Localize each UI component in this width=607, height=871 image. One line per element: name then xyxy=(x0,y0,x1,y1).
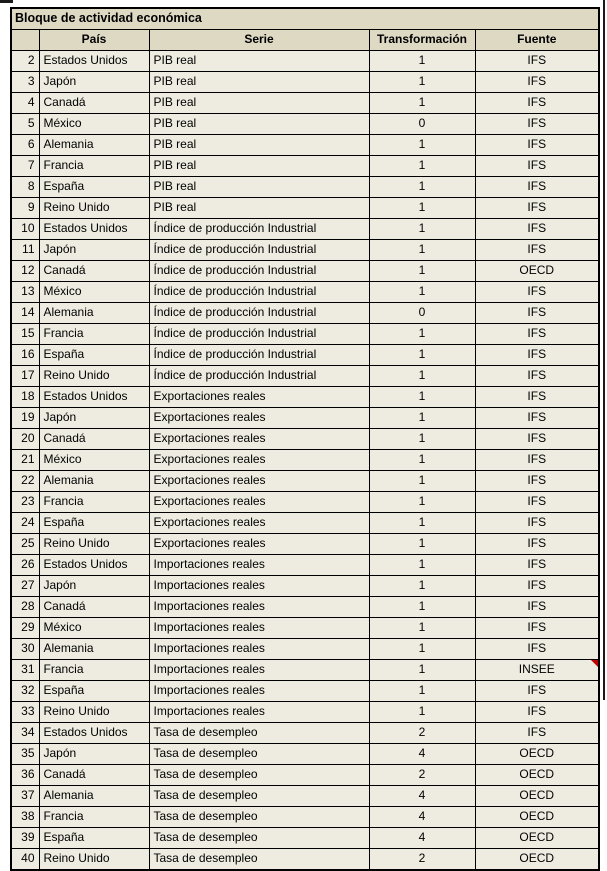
table-row xyxy=(11,303,599,324)
cell-pais: Japón xyxy=(39,240,149,261)
cell-rownum: 9 xyxy=(11,198,39,219)
cell-transformacion: 1 xyxy=(369,660,475,681)
table-row xyxy=(11,660,599,681)
table-row xyxy=(11,177,599,198)
table-row xyxy=(11,576,599,597)
cell-rownum: 19 xyxy=(11,408,39,429)
cell-fuente: IFS xyxy=(475,156,599,177)
cell-pais: Alemania xyxy=(39,303,149,324)
cell-fuente: IFS xyxy=(475,387,599,408)
cell-rownum: 30 xyxy=(11,639,39,660)
cell-transformacion: 1 xyxy=(369,618,475,639)
table-title: Bloque de actividad económica xyxy=(11,8,599,30)
cell-serie: Importaciones reales xyxy=(149,618,369,639)
table-row xyxy=(11,513,599,534)
cell-transformacion: 1 xyxy=(369,177,475,198)
cell-serie: PIB real xyxy=(149,156,369,177)
table-row xyxy=(11,681,599,702)
cell-rownum: 35 xyxy=(11,744,39,765)
cell-rownum: 25 xyxy=(11,534,39,555)
cell-serie: Índice de producción Industrial xyxy=(149,240,369,261)
cell-rownum: 24 xyxy=(11,513,39,534)
cell-fuente: IFS xyxy=(475,513,599,534)
cell-pais: Estados Unidos xyxy=(39,555,149,576)
cell-rownum: 14 xyxy=(11,303,39,324)
cell-serie: PIB real xyxy=(149,72,369,93)
cell-fuente: IFS xyxy=(475,471,599,492)
cell-pais: España xyxy=(39,681,149,702)
cell-transformacion: 1 xyxy=(369,219,475,240)
cell-rownum: 2 xyxy=(11,51,39,72)
cell-pais: Francia xyxy=(39,660,149,681)
cell-transformacion: 2 xyxy=(369,849,475,871)
cell-fuente: IFS xyxy=(475,93,599,114)
cell-pais: Japón xyxy=(39,72,149,93)
cell-pais: Canadá xyxy=(39,597,149,618)
cell-transformacion: 1 xyxy=(369,681,475,702)
table-row xyxy=(11,786,599,807)
cell-serie: Importaciones reales xyxy=(149,660,369,681)
cell-transformacion: 2 xyxy=(369,723,475,744)
cell-fuente: OECD xyxy=(475,828,599,849)
table-row xyxy=(11,723,599,744)
cell-transformacion: 1 xyxy=(369,366,475,387)
cell-transformacion: 1 xyxy=(369,282,475,303)
cell-transformacion: 0 xyxy=(369,303,475,324)
cell-fuente: IFS xyxy=(475,282,599,303)
table-row xyxy=(11,555,599,576)
cell-pais: Alemania xyxy=(39,135,149,156)
cell-pais: Reino Unido xyxy=(39,702,149,723)
cell-pais: Canadá xyxy=(39,93,149,114)
cell-pais: Estados Unidos xyxy=(39,51,149,72)
cell-rownum: 11 xyxy=(11,240,39,261)
cell-pais: España xyxy=(39,345,149,366)
cell-serie: PIB real xyxy=(149,177,369,198)
table-row xyxy=(11,114,599,135)
scan-corner-artifact xyxy=(0,0,13,3)
cell-pais: México xyxy=(39,114,149,135)
cell-serie: Exportaciones reales xyxy=(149,513,369,534)
cell-pais: Canadá xyxy=(39,261,149,282)
cell-fuente: IFS xyxy=(475,177,599,198)
cell-transformacion: 0 xyxy=(369,114,475,135)
cell-transformacion: 2 xyxy=(369,765,475,786)
table-row xyxy=(11,765,599,786)
table-row xyxy=(11,156,599,177)
cell-fuente: OECD xyxy=(475,807,599,828)
cell-serie: Exportaciones reales xyxy=(149,408,369,429)
cell-rownum: 17 xyxy=(11,366,39,387)
cell-pais: Japón xyxy=(39,576,149,597)
cell-transformacion: 1 xyxy=(369,198,475,219)
table-row xyxy=(11,807,599,828)
cell-serie: Exportaciones reales xyxy=(149,492,369,513)
cell-fuente: OECD xyxy=(475,744,599,765)
cell-transformacion: 1 xyxy=(369,534,475,555)
cell-fuente: IFS xyxy=(475,366,599,387)
cell-pais: Japón xyxy=(39,744,149,765)
cell-rownum: 6 xyxy=(11,135,39,156)
cell-fuente: IFS xyxy=(475,240,599,261)
cell-rownum: 5 xyxy=(11,114,39,135)
cell-pais: Reino Unido xyxy=(39,849,149,871)
col-header-pais: País xyxy=(39,30,149,51)
cell-fuente: IFS xyxy=(475,114,599,135)
cell-transformacion: 1 xyxy=(369,324,475,345)
cell-rownum: 38 xyxy=(11,807,39,828)
cell-rownum: 21 xyxy=(11,450,39,471)
table-row xyxy=(11,219,599,240)
cell-rownum: 39 xyxy=(11,828,39,849)
cell-rownum: 13 xyxy=(11,282,39,303)
cell-transformacion: 1 xyxy=(369,387,475,408)
cell-transformacion: 4 xyxy=(369,828,475,849)
cell-rownum: 18 xyxy=(11,387,39,408)
cell-transformacion: 1 xyxy=(369,450,475,471)
cell-fuente: IFS xyxy=(475,639,599,660)
cell-transformacion: 1 xyxy=(369,156,475,177)
cell-pais: Estados Unidos xyxy=(39,219,149,240)
cell-rownum: 31 xyxy=(11,660,39,681)
cell-serie: Tasa de desempleo xyxy=(149,807,369,828)
table-row xyxy=(11,618,599,639)
comment-marker-icon xyxy=(591,660,598,667)
cell-serie: Tasa de desempleo xyxy=(149,849,369,871)
cell-pais: Japón xyxy=(39,408,149,429)
cell-serie: Índice de producción Industrial xyxy=(149,345,369,366)
cell-pais: Estados Unidos xyxy=(39,723,149,744)
cell-transformacion: 1 xyxy=(369,345,475,366)
cell-rownum: 22 xyxy=(11,471,39,492)
cell-pais: España xyxy=(39,828,149,849)
cell-transformacion: 1 xyxy=(369,135,475,156)
cell-serie: Importaciones reales xyxy=(149,597,369,618)
cell-fuente: IFS xyxy=(475,492,599,513)
cell-transformacion: 1 xyxy=(369,408,475,429)
cell-serie: Tasa de desempleo xyxy=(149,828,369,849)
cell-pais: Canadá xyxy=(39,765,149,786)
cell-rownum: 15 xyxy=(11,324,39,345)
table-row xyxy=(11,471,599,492)
cell-serie: Importaciones reales xyxy=(149,702,369,723)
cell-pais: España xyxy=(39,513,149,534)
col-header-transformacion: Transformación xyxy=(369,30,475,51)
cell-fuente: IFS xyxy=(475,576,599,597)
cell-serie: Exportaciones reales xyxy=(149,534,369,555)
table-title-row xyxy=(11,8,599,30)
cell-fuente: IFS xyxy=(475,51,599,72)
cell-fuente: IFS xyxy=(475,198,599,219)
col-header-rownum xyxy=(11,30,39,51)
column-header-row xyxy=(11,30,599,51)
cell-pais: España xyxy=(39,177,149,198)
table-row xyxy=(11,135,599,156)
cell-rownum: 10 xyxy=(11,219,39,240)
table-row xyxy=(11,93,599,114)
cell-rownum: 16 xyxy=(11,345,39,366)
cell-serie: Exportaciones reales xyxy=(149,429,369,450)
cell-fuente: OECD xyxy=(475,786,599,807)
cell-serie: Importaciones reales xyxy=(149,639,369,660)
cell-rownum: 32 xyxy=(11,681,39,702)
cell-transformacion: 1 xyxy=(369,492,475,513)
cell-transformacion: 1 xyxy=(369,51,475,72)
cell-serie: Índice de producción Industrial xyxy=(149,324,369,345)
table-row xyxy=(11,261,599,282)
cell-fuente: OECD xyxy=(475,261,599,282)
col-header-serie: Serie xyxy=(149,30,369,51)
cell-serie: Índice de producción Industrial xyxy=(149,366,369,387)
cell-fuente: IFS xyxy=(475,135,599,156)
cell-pais: Estados Unidos xyxy=(39,387,149,408)
cell-pais: Alemania xyxy=(39,471,149,492)
table-header xyxy=(11,8,599,51)
table-row xyxy=(11,240,599,261)
cell-serie: Índice de producción Industrial xyxy=(149,219,369,240)
cell-serie: PIB real xyxy=(149,114,369,135)
cell-transformacion: 1 xyxy=(369,597,475,618)
cell-rownum: 26 xyxy=(11,555,39,576)
table-row xyxy=(11,849,599,871)
cell-rownum: 8 xyxy=(11,177,39,198)
cell-transformacion: 1 xyxy=(369,72,475,93)
cell-transformacion: 1 xyxy=(369,240,475,261)
cell-transformacion: 1 xyxy=(369,429,475,450)
cell-transformacion: 4 xyxy=(369,786,475,807)
table-body xyxy=(11,51,599,871)
cell-rownum: 29 xyxy=(11,618,39,639)
cell-pais: Francia xyxy=(39,324,149,345)
cell-transformacion: 1 xyxy=(369,471,475,492)
table-row xyxy=(11,597,599,618)
cell-fuente: IFS xyxy=(475,681,599,702)
cell-fuente: IFS xyxy=(475,555,599,576)
table-row xyxy=(11,366,599,387)
table-row xyxy=(11,408,599,429)
scan-edge-artifact xyxy=(603,0,605,700)
table-row xyxy=(11,387,599,408)
cell-transformacion: 1 xyxy=(369,93,475,114)
cell-serie: PIB real xyxy=(149,93,369,114)
cell-serie: Tasa de desempleo xyxy=(149,723,369,744)
cell-pais: Alemania xyxy=(39,786,149,807)
cell-fuente: IFS xyxy=(475,702,599,723)
cell-serie: Tasa de desempleo xyxy=(149,765,369,786)
cell-fuente: IFS xyxy=(475,324,599,345)
cell-transformacion: 1 xyxy=(369,639,475,660)
cell-serie: Importaciones reales xyxy=(149,576,369,597)
cell-fuente: IFS xyxy=(475,303,599,324)
cell-pais: México xyxy=(39,282,149,303)
cell-pais: México xyxy=(39,618,149,639)
cell-pais: Reino Unido xyxy=(39,198,149,219)
cell-fuente: IFS xyxy=(475,429,599,450)
cell-rownum: 27 xyxy=(11,576,39,597)
cell-rownum: 36 xyxy=(11,765,39,786)
table-row xyxy=(11,198,599,219)
cell-serie: Índice de producción Industrial xyxy=(149,261,369,282)
cell-rownum: 28 xyxy=(11,597,39,618)
cell-serie: Índice de producción Industrial xyxy=(149,303,369,324)
table-row xyxy=(11,72,599,93)
col-header-fuente: Fuente xyxy=(475,30,599,51)
table-row xyxy=(11,828,599,849)
cell-fuente: IFS xyxy=(475,219,599,240)
cell-serie: Índice de producción Industrial xyxy=(149,282,369,303)
table-row xyxy=(11,429,599,450)
cell-pais: Francia xyxy=(39,807,149,828)
cell-rownum: 23 xyxy=(11,492,39,513)
cell-pais: Francia xyxy=(39,156,149,177)
cell-transformacion: 1 xyxy=(369,576,475,597)
table-row xyxy=(11,345,599,366)
cell-fuente: IFS xyxy=(475,723,599,744)
cell-rownum: 3 xyxy=(11,72,39,93)
cell-pais: México xyxy=(39,450,149,471)
cell-transformacion: 1 xyxy=(369,261,475,282)
table-row xyxy=(11,324,599,345)
table-row xyxy=(11,744,599,765)
cell-fuente: IFS xyxy=(475,72,599,93)
cell-serie: Exportaciones reales xyxy=(149,471,369,492)
cell-fuente: IFS xyxy=(475,534,599,555)
table-row xyxy=(11,702,599,723)
economic-activity-table xyxy=(10,7,600,871)
cell-pais: Alemania xyxy=(39,639,149,660)
cell-fuente: INSEE xyxy=(475,660,599,681)
cell-rownum: 12 xyxy=(11,261,39,282)
table-row xyxy=(11,492,599,513)
cell-fuente: IFS xyxy=(475,618,599,639)
table-row xyxy=(11,639,599,660)
cell-fuente: IFS xyxy=(475,345,599,366)
cell-fuente: OECD xyxy=(475,849,599,871)
cell-fuente: OECD xyxy=(475,765,599,786)
cell-serie: Exportaciones reales xyxy=(149,387,369,408)
cell-pais: Reino Unido xyxy=(39,534,149,555)
cell-transformacion: 1 xyxy=(369,513,475,534)
cell-rownum: 7 xyxy=(11,156,39,177)
cell-transformacion: 1 xyxy=(369,555,475,576)
cell-rownum: 34 xyxy=(11,723,39,744)
cell-serie: PIB real xyxy=(149,135,369,156)
cell-transformacion: 4 xyxy=(369,744,475,765)
cell-rownum: 20 xyxy=(11,429,39,450)
table-row xyxy=(11,534,599,555)
cell-fuente: IFS xyxy=(475,597,599,618)
cell-transformacion: 1 xyxy=(369,702,475,723)
cell-pais: Reino Unido xyxy=(39,366,149,387)
cell-serie: Tasa de desempleo xyxy=(149,744,369,765)
cell-serie: PIB real xyxy=(149,198,369,219)
cell-serie: Importaciones reales xyxy=(149,681,369,702)
cell-serie: Importaciones reales xyxy=(149,555,369,576)
cell-rownum: 4 xyxy=(11,93,39,114)
cell-fuente: IFS xyxy=(475,450,599,471)
cell-pais: Canadá xyxy=(39,429,149,450)
cell-pais: Francia xyxy=(39,492,149,513)
cell-serie: PIB real xyxy=(149,51,369,72)
cell-serie: Exportaciones reales xyxy=(149,450,369,471)
cell-transformacion: 4 xyxy=(369,807,475,828)
table-row xyxy=(11,282,599,303)
table-row xyxy=(11,450,599,471)
cell-serie: Tasa de desempleo xyxy=(149,786,369,807)
cell-fuente: IFS xyxy=(475,408,599,429)
cell-rownum: 37 xyxy=(11,786,39,807)
cell-rownum: 40 xyxy=(11,849,39,871)
table-row xyxy=(11,51,599,72)
cell-rownum: 33 xyxy=(11,702,39,723)
